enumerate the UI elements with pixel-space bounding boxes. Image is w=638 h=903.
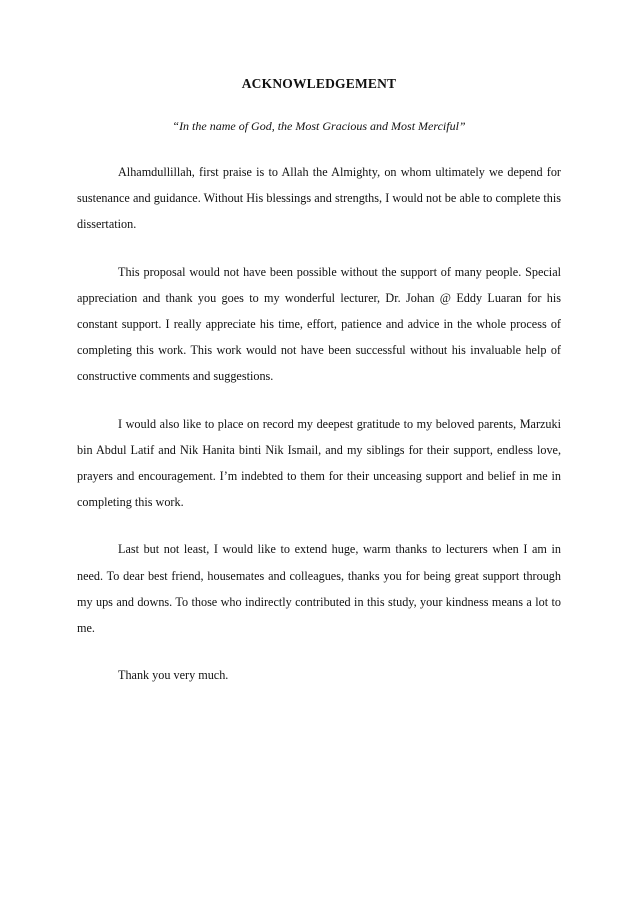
page-title: ACKNOWLEDGEMENT: [241, 76, 397, 91]
paragraph-friends-thanks: Last but not least, I would like to extend huge, warm thanks to lecturers when I am in need. To dear best friend, housemates and colleagues, thanks you for being great support through my ups and downs. To those who indirectly contributed in this study, your kindness means a lot to me.: [77, 542, 561, 636]
paragraph-gratitude-to-god: Alhamdullillah, first praise is to Allah the Almighty, on whom ultimately we depend for sustenance and guidance. Without His blessings and strengths, I would not be able to complete this dissertation.: [77, 165, 561, 232]
document-body: [77, 159, 561, 709]
paragraph-lecturer-thanks: This proposal would not have been possible without the support of many people. Special appreciation and thank you goes to my wonderful lecturer, Dr. Johan @ Eddy Luaran for his constant support. I really appreciate his time, effort, patience and advice in the whole process of completing this work. This work would not have been successful without his invaluable help of constructive comments and suggestions.: [77, 264, 561, 384]
paragraph-family-thanks: I would also like to place on record my deepest gratitude to my beloved parents, Marzuki bin Abdul Latif and Nik Hanita binti Nik Ismail, and my siblings for their support, endless love, prayers and encouragement. I’m indebted to them for their unceasing support and belief in me in completing this work.: [77, 416, 561, 510]
dedication-quote: “In the name of God, the Most Gracious and Most Merciful”: [172, 119, 466, 133]
paragraph-closing: Thank you very much.: [118, 668, 229, 683]
